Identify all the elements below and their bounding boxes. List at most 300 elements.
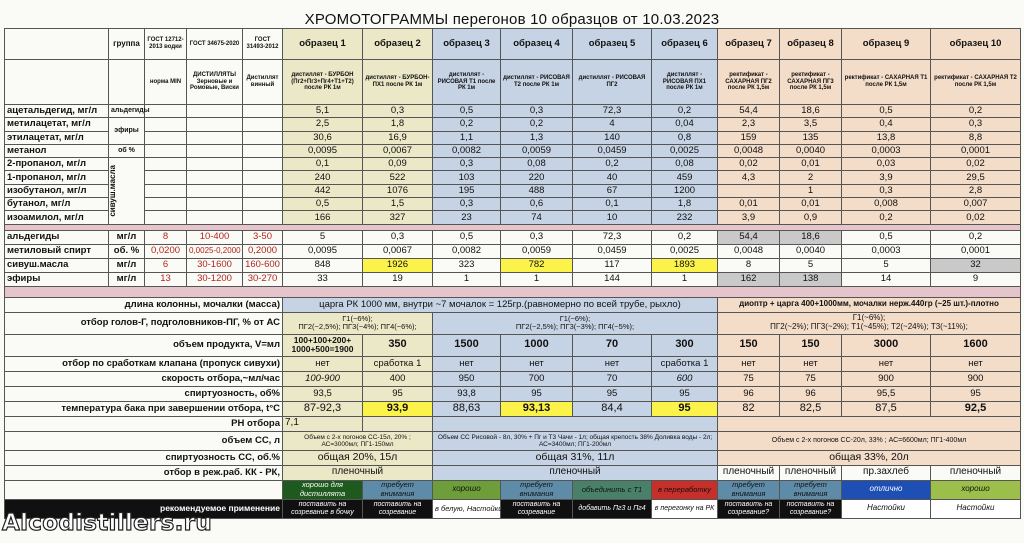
cell: 84,4 bbox=[573, 401, 652, 416]
rating-badge: объединить с Т1 bbox=[573, 480, 652, 499]
cell: 0,0095 bbox=[283, 244, 363, 258]
cell: 9 bbox=[931, 272, 1021, 286]
cell: 0,0067 bbox=[363, 144, 433, 157]
rating-badge: хорошо bbox=[433, 480, 501, 499]
sample-header: образец 9 bbox=[842, 29, 931, 60]
cell: 87,5 bbox=[842, 401, 931, 416]
cell: нет bbox=[842, 356, 931, 371]
cell: царга РК 1000 мм, внутри ~7 мочалок = 125гр.(равномерно по всей трубе, рыхло) bbox=[283, 297, 718, 312]
cell: 67 bbox=[573, 184, 652, 197]
header-row bbox=[5, 29, 1021, 60]
cell: 0,3 bbox=[931, 118, 1021, 131]
cell: 0,01 bbox=[780, 198, 842, 211]
cell: 0,2 bbox=[433, 118, 501, 131]
cell: 232 bbox=[652, 211, 718, 224]
cell: 0,2 bbox=[573, 158, 652, 171]
rating-badge: требует внимания bbox=[780, 480, 842, 499]
norm-value: 10-400 bbox=[187, 230, 243, 244]
cell: 103 bbox=[433, 171, 501, 184]
cell: 74 bbox=[501, 211, 573, 224]
row-label: эфиры bbox=[5, 272, 109, 286]
row-label: скорость отбора,~мл/час bbox=[5, 371, 283, 386]
cell: 600 bbox=[652, 371, 718, 386]
cell: 1500 bbox=[433, 334, 501, 356]
norm-value: 8 bbox=[145, 230, 187, 244]
cell: пленочный bbox=[433, 465, 718, 480]
table-row bbox=[5, 131, 1021, 144]
cell: 0,09 bbox=[363, 158, 433, 171]
row-label: сивуш.масла bbox=[5, 258, 109, 272]
cell: 0,0025 bbox=[652, 144, 718, 157]
description-row bbox=[5, 60, 1021, 105]
cell: 10 bbox=[573, 211, 652, 224]
sample-description: дистиллят - БУРБОН (Пг2+Пг3+Пг4+Т1+Т2) после РК 1м bbox=[283, 60, 363, 105]
cell: 33 bbox=[283, 272, 363, 286]
cell: 30,6 bbox=[283, 131, 363, 144]
cell: 1,8 bbox=[652, 198, 718, 211]
cell: 87-92,3 bbox=[283, 401, 363, 416]
cell: 1893 bbox=[652, 258, 718, 272]
separator-band bbox=[5, 286, 1021, 297]
row-label: изоамилол, мг/л bbox=[5, 211, 109, 224]
sample-description: ректификат - САХАРНАЯ ПГ3 после РК 1,5м bbox=[780, 60, 842, 105]
process-row bbox=[5, 312, 1021, 334]
row-label: спиртуозность СС, об.% bbox=[5, 450, 283, 465]
cell: 95 bbox=[501, 386, 573, 401]
norm-value: 6 bbox=[145, 258, 187, 272]
rating-badge: хорошо для дистиллята bbox=[283, 480, 363, 499]
row-label: метиловый спирт bbox=[5, 244, 109, 258]
cell: 0,6 bbox=[501, 198, 573, 211]
row-label: 1-пропанол, мг/л bbox=[5, 171, 109, 184]
cell: 0,008 bbox=[842, 198, 931, 211]
cell: 0,3 bbox=[363, 230, 433, 244]
table-row bbox=[5, 158, 1021, 171]
distillates-header: ДИСТИЛЛЯТЫ Зерновые и Ромовые, Виски bbox=[187, 60, 243, 105]
wine-header: Дистиллят винный bbox=[243, 60, 283, 105]
cell: нет bbox=[573, 356, 652, 371]
cell: 54,4 bbox=[718, 230, 780, 244]
cell: 5 bbox=[842, 258, 931, 272]
cell: 195 bbox=[433, 184, 501, 197]
cell: 0,5 bbox=[842, 230, 931, 244]
cell: общая 31%, 11л bbox=[433, 450, 718, 465]
cell: 0,0048 bbox=[718, 244, 780, 258]
cell: 0,01 bbox=[718, 198, 780, 211]
unit: об. % bbox=[109, 244, 145, 258]
cell: 0,2 bbox=[931, 230, 1021, 244]
cell: 3,9 bbox=[842, 171, 931, 184]
recommendation: поставить на созревание bbox=[501, 499, 573, 518]
cell: 72,3 bbox=[573, 105, 652, 118]
cell: 0,3 bbox=[363, 105, 433, 118]
recommendation: поставить на созревание в бочку bbox=[283, 499, 363, 518]
cell: 350 bbox=[363, 334, 433, 356]
table-row bbox=[5, 211, 1021, 224]
cell: 40 bbox=[573, 171, 652, 184]
cell: 95 bbox=[652, 386, 718, 401]
norm-value: 0,2000 bbox=[243, 244, 283, 258]
unit: мг/л bbox=[109, 272, 145, 286]
cell: 0,1 bbox=[573, 198, 652, 211]
cell: 0,0025 bbox=[652, 244, 718, 258]
cell: 2,3 bbox=[718, 118, 780, 131]
cell: 150 bbox=[718, 334, 780, 356]
process-row bbox=[5, 356, 1021, 371]
cell: 13,8 bbox=[842, 131, 931, 144]
cell: 82 bbox=[718, 401, 780, 416]
cell: 23 bbox=[433, 211, 501, 224]
recommendation: добавить Пг3 и Пг4 bbox=[573, 499, 652, 518]
row-label: спиртуозность, об% bbox=[5, 386, 283, 401]
row-label: 2-пропанол, мг/л bbox=[5, 158, 109, 171]
cell: 0,0082 bbox=[433, 144, 501, 157]
cell: 0,0459 bbox=[573, 244, 652, 258]
process-row bbox=[5, 401, 1021, 416]
cell: 0,5 bbox=[433, 105, 501, 118]
recommendation: поставить на созревание bbox=[363, 499, 433, 518]
cell: 144 bbox=[573, 272, 652, 286]
cell: сработка 1 bbox=[363, 356, 433, 371]
cell: 92,5 bbox=[931, 401, 1021, 416]
cell: 1200 bbox=[652, 184, 718, 197]
cell: 14 bbox=[842, 272, 931, 286]
cell: 0,03 bbox=[842, 158, 931, 171]
row-label: температура бака при завершении отбора, t°C bbox=[5, 401, 283, 416]
cell: Объем с 2-х погонов СС-15л, 20% ; АС=3000мл; ПГ1-150мл bbox=[283, 431, 433, 450]
cell: 117 bbox=[573, 258, 652, 272]
cell: 93,5 bbox=[283, 386, 363, 401]
cell: 19 bbox=[363, 272, 433, 286]
recommendation: в перегонку на РК bbox=[652, 499, 718, 518]
cell: 95 bbox=[573, 386, 652, 401]
cell: 522 bbox=[363, 171, 433, 184]
rating-badge: хорошо bbox=[931, 480, 1021, 499]
cell: нет bbox=[718, 356, 780, 371]
sample-header: образец 8 bbox=[780, 29, 842, 60]
cell: 323 bbox=[433, 258, 501, 272]
page-title: ХРОМОТОГРАММЫ перегонов 10 образцов от 10.03.2023 bbox=[304, 11, 720, 28]
row-label: метилацетат, мг/л bbox=[5, 118, 109, 131]
norm-header: норма MIN bbox=[145, 60, 187, 105]
cell: 18,6 bbox=[780, 230, 842, 244]
cell: нет bbox=[931, 356, 1021, 371]
cell: 7,1 bbox=[283, 416, 363, 431]
cell: 0,02 bbox=[718, 158, 780, 171]
cell: Объем СС Рисовой - 8л, 30% + Пг и Т3 Чачи - 1л; общая крепость 38% Доливка воды - 2л; АС=3400мл; ПГ1-200мл bbox=[433, 431, 718, 450]
process-row bbox=[5, 371, 1021, 386]
cell: 95,5 bbox=[842, 386, 931, 401]
cell: 950 bbox=[433, 371, 501, 386]
cell: 1 bbox=[780, 184, 842, 197]
cell: нет bbox=[501, 356, 573, 371]
cell: пр.захлеб bbox=[842, 465, 931, 480]
cell: 70 bbox=[573, 371, 652, 386]
row-label: объем продукта, V=мл bbox=[5, 334, 283, 356]
cell: 2 bbox=[780, 171, 842, 184]
row-label: объем СС, л bbox=[5, 431, 283, 450]
unit: мг/л bbox=[109, 258, 145, 272]
table-row bbox=[5, 198, 1021, 211]
process-row bbox=[5, 465, 1021, 480]
cell: 18,6 bbox=[780, 105, 842, 118]
sample-description: дистиллят - БУРБОН-ПХ1 после РК 1м bbox=[363, 60, 433, 105]
cell: 0,007 bbox=[931, 198, 1021, 211]
summary-row bbox=[5, 272, 1021, 286]
summary-row bbox=[5, 244, 1021, 258]
recommendation: Настойки bbox=[842, 499, 931, 518]
cell: 0,0082 bbox=[433, 244, 501, 258]
sample-description: ректификат - САХАРНАЯ ПГ2 после РК 1,5м bbox=[718, 60, 780, 105]
cell: 782 bbox=[501, 258, 573, 272]
cell: Г1(~6%); bbox=[342, 313, 373, 323]
sample-header: образец 6 bbox=[652, 29, 718, 60]
norm-value: 0,0200 bbox=[145, 244, 187, 258]
cell: 150 bbox=[780, 334, 842, 356]
cell: 95 bbox=[652, 401, 718, 416]
cell: 95 bbox=[363, 386, 433, 401]
cell: 0,8 bbox=[652, 131, 718, 144]
cell bbox=[718, 184, 780, 197]
recommendation: в белую, Настойки bbox=[433, 499, 501, 518]
sample-description: ректификат - САХАРНАЯ Т2 после РК 1,5м bbox=[931, 60, 1021, 105]
cell: 96 bbox=[780, 386, 842, 401]
sample-header: образец 2 bbox=[363, 29, 433, 60]
cell: 8,8 bbox=[931, 131, 1021, 144]
cell: 93,13 bbox=[501, 401, 573, 416]
table-row bbox=[5, 144, 1021, 157]
cell: 0,0067 bbox=[363, 244, 433, 258]
cell: 1,1 bbox=[433, 131, 501, 144]
process-row bbox=[5, 416, 1021, 431]
cell: 0,3 bbox=[433, 198, 501, 211]
cell: 848 bbox=[283, 258, 363, 272]
cell: общая 20%, 15л bbox=[283, 450, 433, 465]
cell: 1600 bbox=[931, 334, 1021, 356]
cell: 0,0059 bbox=[501, 144, 573, 157]
sample-description: дистиллят - РИСОВАЯ ПГ2 bbox=[573, 60, 652, 105]
cell: 0,0001 bbox=[931, 144, 1021, 157]
sample-description: дистиллят - РИСОВАЯ Т2 после РК 1м bbox=[501, 60, 573, 105]
cell: 1 bbox=[501, 272, 573, 286]
sample-header: образец 3 bbox=[433, 29, 501, 60]
group-label: сивуш.масла bbox=[108, 165, 117, 217]
cell: пленочный bbox=[718, 465, 780, 480]
sample-header: образец 1 bbox=[283, 29, 363, 60]
row-label: отбор в реж.раб. КК - РК, bbox=[5, 465, 283, 480]
cell: 75 bbox=[718, 371, 780, 386]
norm-value: 30-1200 bbox=[187, 272, 243, 286]
table-row bbox=[5, 184, 1021, 197]
rating-badge: в переработку bbox=[652, 480, 718, 499]
cell: 220 bbox=[501, 171, 573, 184]
cell: нет bbox=[283, 356, 363, 371]
norm-value: 160-600 bbox=[243, 258, 283, 272]
cell: 0,01 bbox=[780, 158, 842, 171]
cell: пленочный bbox=[283, 465, 433, 480]
cell: 5 bbox=[780, 258, 842, 272]
cell: 4 bbox=[573, 118, 652, 131]
row-label: длина колонны, мочалки (масса) bbox=[5, 297, 283, 312]
cell: 0,2 bbox=[652, 230, 718, 244]
sample-description: ректификат - САХАРНАЯ Т1 после РК 1,5м bbox=[842, 60, 931, 105]
cell: общая 33%, 20л bbox=[718, 450, 1021, 465]
cell: сработка 1 bbox=[652, 356, 718, 371]
process-row bbox=[5, 334, 1021, 356]
cell: 1 bbox=[652, 272, 718, 286]
cell: 0,5 bbox=[842, 105, 931, 118]
summary-row bbox=[5, 230, 1021, 244]
cell: 0,0003 bbox=[842, 244, 931, 258]
recommendation: Настойки bbox=[931, 499, 1021, 518]
cell: 138 bbox=[780, 272, 842, 286]
sample-description: дистиллят - РИСОВАЯ ПХ1 после РК 1м bbox=[652, 60, 718, 105]
cell: 32 bbox=[931, 258, 1021, 272]
cell: 3,9 bbox=[718, 211, 780, 224]
unit: мг/л bbox=[109, 230, 145, 244]
rating-badge: отлично bbox=[842, 480, 931, 499]
cell: 70 bbox=[573, 334, 652, 356]
sample-header: образец 4 bbox=[501, 29, 573, 60]
cell: 166 bbox=[283, 211, 363, 224]
cell: 0,0040 bbox=[780, 244, 842, 258]
sample-description: дистиллят - РИСОВАЯ Т1 после РК 1м bbox=[433, 60, 501, 105]
process-row bbox=[5, 386, 1021, 401]
watermark: Alcodistillers.ru bbox=[2, 510, 212, 536]
cell: 1,8 bbox=[363, 118, 433, 131]
recommendation: поставить на созревание? bbox=[780, 499, 842, 518]
cell: 95 bbox=[931, 386, 1021, 401]
cell: 442 bbox=[283, 184, 363, 197]
cell: 0,2 bbox=[931, 105, 1021, 118]
cell: 0,02 bbox=[931, 158, 1021, 171]
table-row bbox=[5, 171, 1021, 184]
cell: 0,2 bbox=[842, 211, 931, 224]
cell: 0,04 bbox=[652, 118, 718, 131]
row-label: ацетальдегид, мг/л bbox=[5, 105, 109, 118]
group-label: альдегиды bbox=[109, 105, 145, 118]
cell: 93,8 bbox=[433, 386, 501, 401]
cell: пленочный bbox=[931, 465, 1021, 480]
row-label: отбор голов-Г, подголовников-ПГ, % от АС bbox=[5, 312, 283, 334]
cell: 0,3 bbox=[433, 158, 501, 171]
cell: 88,63 bbox=[433, 401, 501, 416]
cell: 0,2 bbox=[652, 105, 718, 118]
norm-value: 13 bbox=[145, 272, 187, 286]
cell: 0,5 bbox=[283, 198, 363, 211]
cell: 0,3 bbox=[501, 105, 573, 118]
cell: 3,5 bbox=[780, 118, 842, 131]
cell: 100+100+200+ 1000+500=1900 bbox=[283, 334, 363, 356]
cell: 159 bbox=[718, 131, 780, 144]
row-label: бутанол, мг/л bbox=[5, 198, 109, 211]
norm-value: 3-50 bbox=[243, 230, 283, 244]
chromatogram-table bbox=[4, 28, 1021, 519]
process-row bbox=[5, 450, 1021, 465]
row-label: рекомендуемое применение bbox=[5, 499, 283, 518]
cell: Объем с 2-х погонов СС-20л, 33% ; АС=6600мл; ПГ1-400мл bbox=[718, 431, 1021, 450]
cell: 16,9 bbox=[363, 131, 433, 144]
table-row bbox=[5, 118, 1021, 131]
cell: 240 bbox=[283, 171, 363, 184]
row-label: PH отбора bbox=[5, 416, 283, 431]
cell: 400 bbox=[363, 371, 433, 386]
cell: 700 bbox=[501, 371, 573, 386]
cell: 1000 bbox=[501, 334, 573, 356]
cell: 900 bbox=[931, 371, 1021, 386]
sample-header: образец 5 bbox=[573, 29, 652, 60]
cell: 0,0040 bbox=[780, 144, 842, 157]
norm-value: 0,0025-0,2000 bbox=[187, 244, 243, 258]
process-row bbox=[5, 431, 1021, 450]
cell: ПГ2(~2,5%); ПГ3(~3%); ПГ4(~5%); bbox=[515, 322, 635, 332]
gost-34675-header: ГОСТ 34675-2020 bbox=[187, 29, 243, 60]
process-row bbox=[5, 297, 1021, 312]
cell: 140 bbox=[573, 131, 652, 144]
cell: 900 bbox=[842, 371, 931, 386]
cell: 96 bbox=[718, 386, 780, 401]
cell: ПГ2(~2,5%); ПГ3(~4%); ПГ4(~6%); bbox=[298, 322, 417, 332]
cell: 0,02 bbox=[931, 211, 1021, 224]
row-label: альдегиды bbox=[5, 230, 109, 244]
cell: 1 bbox=[433, 272, 501, 286]
cell: 0,0459 bbox=[573, 144, 652, 157]
norm-value: 30-1600 bbox=[187, 258, 243, 272]
summary-row bbox=[5, 258, 1021, 272]
cell: нет bbox=[433, 356, 501, 371]
cell: 162 bbox=[718, 272, 780, 286]
cell: 1926 bbox=[363, 258, 433, 272]
cell: пленочный bbox=[780, 465, 842, 480]
cell: 75 bbox=[780, 371, 842, 386]
cell: 54,4 bbox=[718, 105, 780, 118]
cell: 5,1 bbox=[283, 105, 363, 118]
cell: ПГ2(~2%); ПГ3(~2%); Т1(~45%); Т2(~24%); Т3(~11%); bbox=[770, 322, 968, 332]
cell: 8 bbox=[718, 258, 780, 272]
cell: 100-900 bbox=[283, 371, 363, 386]
cell: 327 bbox=[363, 211, 433, 224]
cell: 0,9 bbox=[780, 211, 842, 224]
row-label: изобутанол, мг/л bbox=[5, 184, 109, 197]
cell: 1,3 bbox=[501, 131, 573, 144]
gost-31493-header: ГОСТ 31493-2012 bbox=[243, 29, 283, 60]
cell: Г1(~6%); bbox=[559, 313, 591, 323]
cell: 72,3 bbox=[573, 230, 652, 244]
cell: 82,5 bbox=[780, 401, 842, 416]
rating-row bbox=[5, 480, 1021, 499]
recommendation: поставить на созревание? bbox=[718, 499, 780, 518]
group-label: эфиры bbox=[109, 118, 145, 145]
cell: Г1(~6%); bbox=[852, 313, 886, 323]
cell: 0,1 bbox=[283, 158, 363, 171]
group-label: об % bbox=[109, 144, 145, 157]
norm-value: 30-270 bbox=[243, 272, 283, 286]
cell: 0,08 bbox=[501, 158, 573, 171]
group-header: группа bbox=[109, 29, 145, 60]
rating-badge: требует внимания bbox=[363, 480, 433, 499]
cell: 488 bbox=[501, 184, 573, 197]
cell: 135 bbox=[780, 131, 842, 144]
row-label: отбор по сработкам клапана (пропуск сивухи) bbox=[5, 356, 283, 371]
cell: 0,08 bbox=[652, 158, 718, 171]
cell: 3000 bbox=[842, 334, 931, 356]
cell: 0,0059 bbox=[501, 244, 573, 258]
rating-badge: требует внимания bbox=[718, 480, 780, 499]
cell: 0,0003 bbox=[842, 144, 931, 157]
rating-badge: требует внимания bbox=[501, 480, 573, 499]
row-label: этилацетат, мг/л bbox=[5, 131, 109, 144]
cell: 5 bbox=[283, 230, 363, 244]
